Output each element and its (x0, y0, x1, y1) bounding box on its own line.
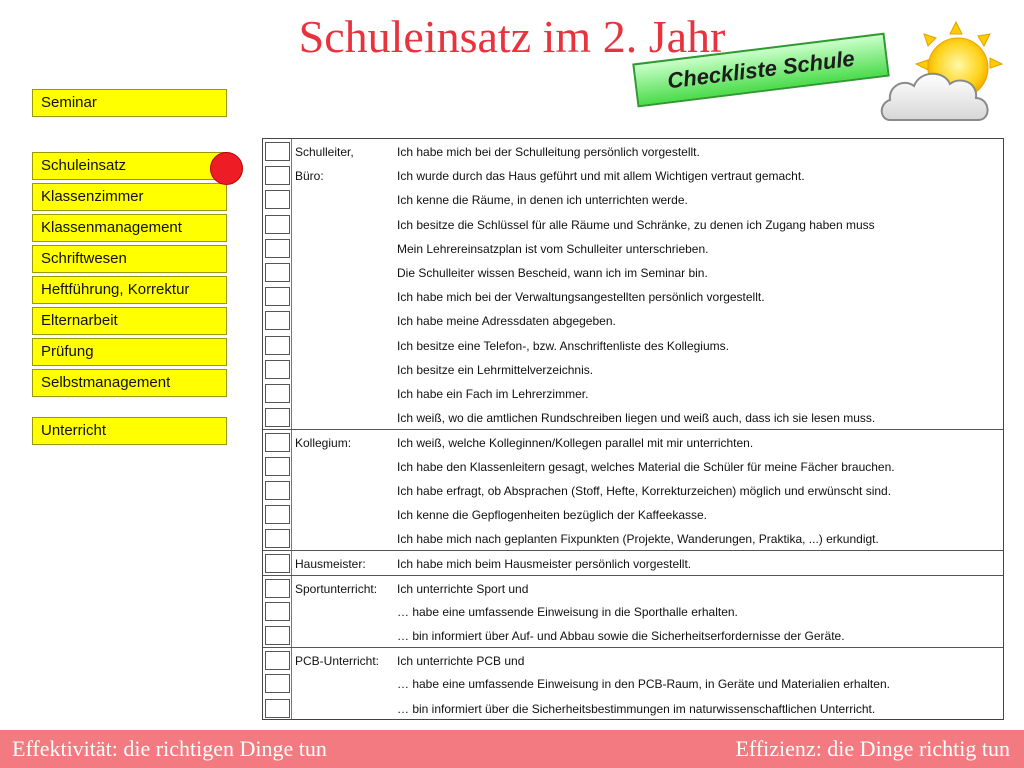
checkbox[interactable] (265, 408, 290, 427)
checklist-row (263, 550, 1003, 574)
nav-item-klassenmanagement[interactable]: Klassenmanagement (32, 214, 227, 242)
checklist-row (263, 284, 1003, 308)
checkbox[interactable] (265, 142, 290, 161)
row-text: … bin informiert über die Sicherheitsbestimmungen im naturwissenschaftlichen Unterricht. (397, 701, 876, 716)
row-text: Ich weiß, welche Kolleginnen/Kollegen parallel mit mir unterrichten. (397, 436, 754, 451)
row-text: Ich unterrichte Sport und (397, 581, 529, 596)
row-text: Ich weiß, wo die amtlichen Rundschreiben liegen und weiß auch, dass ich sie lesen muss. (397, 411, 876, 426)
row-text: Ich habe meine Adressdaten abgegeben. (397, 314, 616, 329)
checkbox[interactable] (265, 384, 290, 403)
checklist-row (263, 696, 1003, 720)
checkbox[interactable] (265, 360, 290, 379)
row-text: Ich habe mich nach geplanten Fixpunkten (Projekte, Wanderungen, Praktika, ...) erkundigt. (397, 532, 879, 547)
checklist-stamp: Checkliste Schule (632, 33, 889, 108)
checkbox[interactable] (265, 529, 290, 548)
checkbox[interactable] (265, 602, 290, 621)
row-text: … bin informiert über Auf- und Abbau sowie die Sicherheitserfordernisse der Geräte. (397, 629, 845, 643)
checklist-row (263, 187, 1003, 211)
footer-left-text: Effektivität: die richtigen Dinge tun (12, 736, 327, 761)
nav-item-unterricht[interactable]: Unterricht (32, 417, 227, 445)
nav-item-schriftwesen[interactable]: Schriftwesen (32, 245, 227, 273)
footer-right-text: Effizienz: die Dinge richtig tun (735, 736, 1010, 761)
nav-item-elternarbeit[interactable]: Elternarbeit (32, 307, 227, 335)
checklist-row (263, 357, 1003, 381)
checklist-row (263, 502, 1003, 526)
checklist-row (263, 381, 1003, 405)
row-text: … habe eine umfassende Einweisung in die Sporthalle erhalten. (397, 604, 738, 619)
row-text: Ich wurde durch das Haus geführt und mit allem Wichtigen vertraut gemacht. (397, 169, 805, 184)
checkbox[interactable] (265, 239, 290, 258)
checkbox[interactable] (265, 336, 290, 355)
row-text: Ich habe mich beim Hausmeister persönlich vorgestellt. (397, 557, 692, 572)
checkbox[interactable] (265, 505, 290, 524)
checklist-row (263, 671, 1003, 695)
checklist-row (263, 454, 1003, 478)
checkbox[interactable] (265, 457, 290, 476)
checkbox[interactable] (265, 651, 290, 670)
checkbox[interactable] (265, 579, 290, 598)
checkbox[interactable] (265, 166, 290, 185)
row-category: Hausmeister: (295, 557, 366, 572)
row-text: Ich kenne die Räume, in denen ich unterrichten werde. (397, 193, 688, 208)
checklist-row (263, 405, 1003, 429)
current-section-marker (210, 152, 243, 185)
row-text: Ich habe mich bei der Schulleitung persönlich vorgestellt. (397, 145, 700, 159)
checklist-table (262, 138, 1004, 720)
checklist-row (263, 212, 1003, 236)
checkbox[interactable] (265, 287, 290, 306)
row-text: Ich besitze die Schlüssel für alle Räume und Schränke, zu denen ich Zugang haben muss (397, 217, 875, 232)
nav-item-pruefung[interactable]: Prüfung (32, 338, 227, 366)
row-text: Die Schulleiter wissen Bescheid, wann ich im Seminar bin. (397, 266, 708, 280)
checkbox[interactable] (265, 190, 290, 209)
nav-item-seminar[interactable]: Seminar (32, 89, 227, 117)
checkbox[interactable] (265, 311, 290, 330)
nav-item-heftfuehrung[interactable]: Heftführung, Korrektur (32, 276, 227, 304)
checklist-row (263, 236, 1003, 260)
nav-item-klassenzimmer[interactable]: Klassenzimmer (32, 183, 227, 211)
checklist-row (263, 478, 1003, 502)
row-text: Ich unterrichte PCB und (397, 654, 525, 669)
row-text: Ich habe mich bei der Verwaltungsangestellten persönlich vorgestellt. (397, 290, 765, 305)
checklist-row (263, 260, 1003, 284)
checklist-row (263, 333, 1003, 357)
checkbox[interactable] (265, 433, 290, 452)
row-text: … habe eine umfassende Einweisung in den PCB-Raum, in Geräte und Materialien erhalten. (397, 677, 890, 692)
checklist-row (263, 575, 1003, 599)
row-text: Ich besitze ein Lehrmittelverzeichnis. (397, 362, 594, 377)
row-category: Schulleiter, (295, 145, 354, 159)
page-title: Schuleinsatz im 2. Jahr (298, 11, 726, 62)
checklist-row (263, 623, 1003, 647)
nav-item-selbstmanagement[interactable]: Selbstmanagement (32, 369, 227, 397)
checkbox[interactable] (265, 263, 290, 282)
checkbox[interactable] (265, 699, 290, 718)
row-text: Ich habe den Klassenleitern gesagt, welches Material die Schüler für meine Fächer brauchen. (397, 459, 895, 474)
row-category: Sportunterricht: (295, 581, 378, 596)
checklist-row (263, 308, 1003, 332)
footer-banner (0, 730, 1024, 768)
checklist-row (263, 163, 1003, 187)
checkbox[interactable] (265, 674, 290, 693)
row-text: Mein Lehrereinsatzplan ist vom Schulleiter unterschrieben. (397, 241, 709, 256)
row-category: Kollegium: (295, 436, 352, 451)
nav-item-schuleinsatz[interactable]: Schuleinsatz (32, 152, 227, 180)
checkbox[interactable] (265, 481, 290, 500)
checklist-row (263, 429, 1003, 453)
row-text: Ich kenne die Gepflogenheiten bezüglich der Kaffeekasse. (397, 508, 707, 522)
row-text: Ich habe ein Fach im Lehrerzimmer. (397, 387, 589, 401)
checklist-row (263, 526, 1003, 550)
checklist-row (263, 139, 1003, 163)
row-category: Büro: (295, 169, 324, 184)
checkbox[interactable] (265, 215, 290, 234)
checkbox[interactable] (265, 554, 290, 573)
row-text: Ich besitze eine Telefon-, bzw. Anschriftenliste des Kollegiums. (397, 338, 729, 353)
sun-cloud-icon (878, 20, 1008, 132)
checklist-row (263, 647, 1003, 671)
checkbox[interactable] (265, 626, 290, 645)
row-category: PCB-Unterricht: (295, 654, 380, 669)
row-text: Ich habe erfragt, ob Absprachen (Stoff, Hefte, Korrekturzeichen) möglich und erwünscht sind. (397, 483, 892, 498)
checklist-row (263, 599, 1003, 623)
